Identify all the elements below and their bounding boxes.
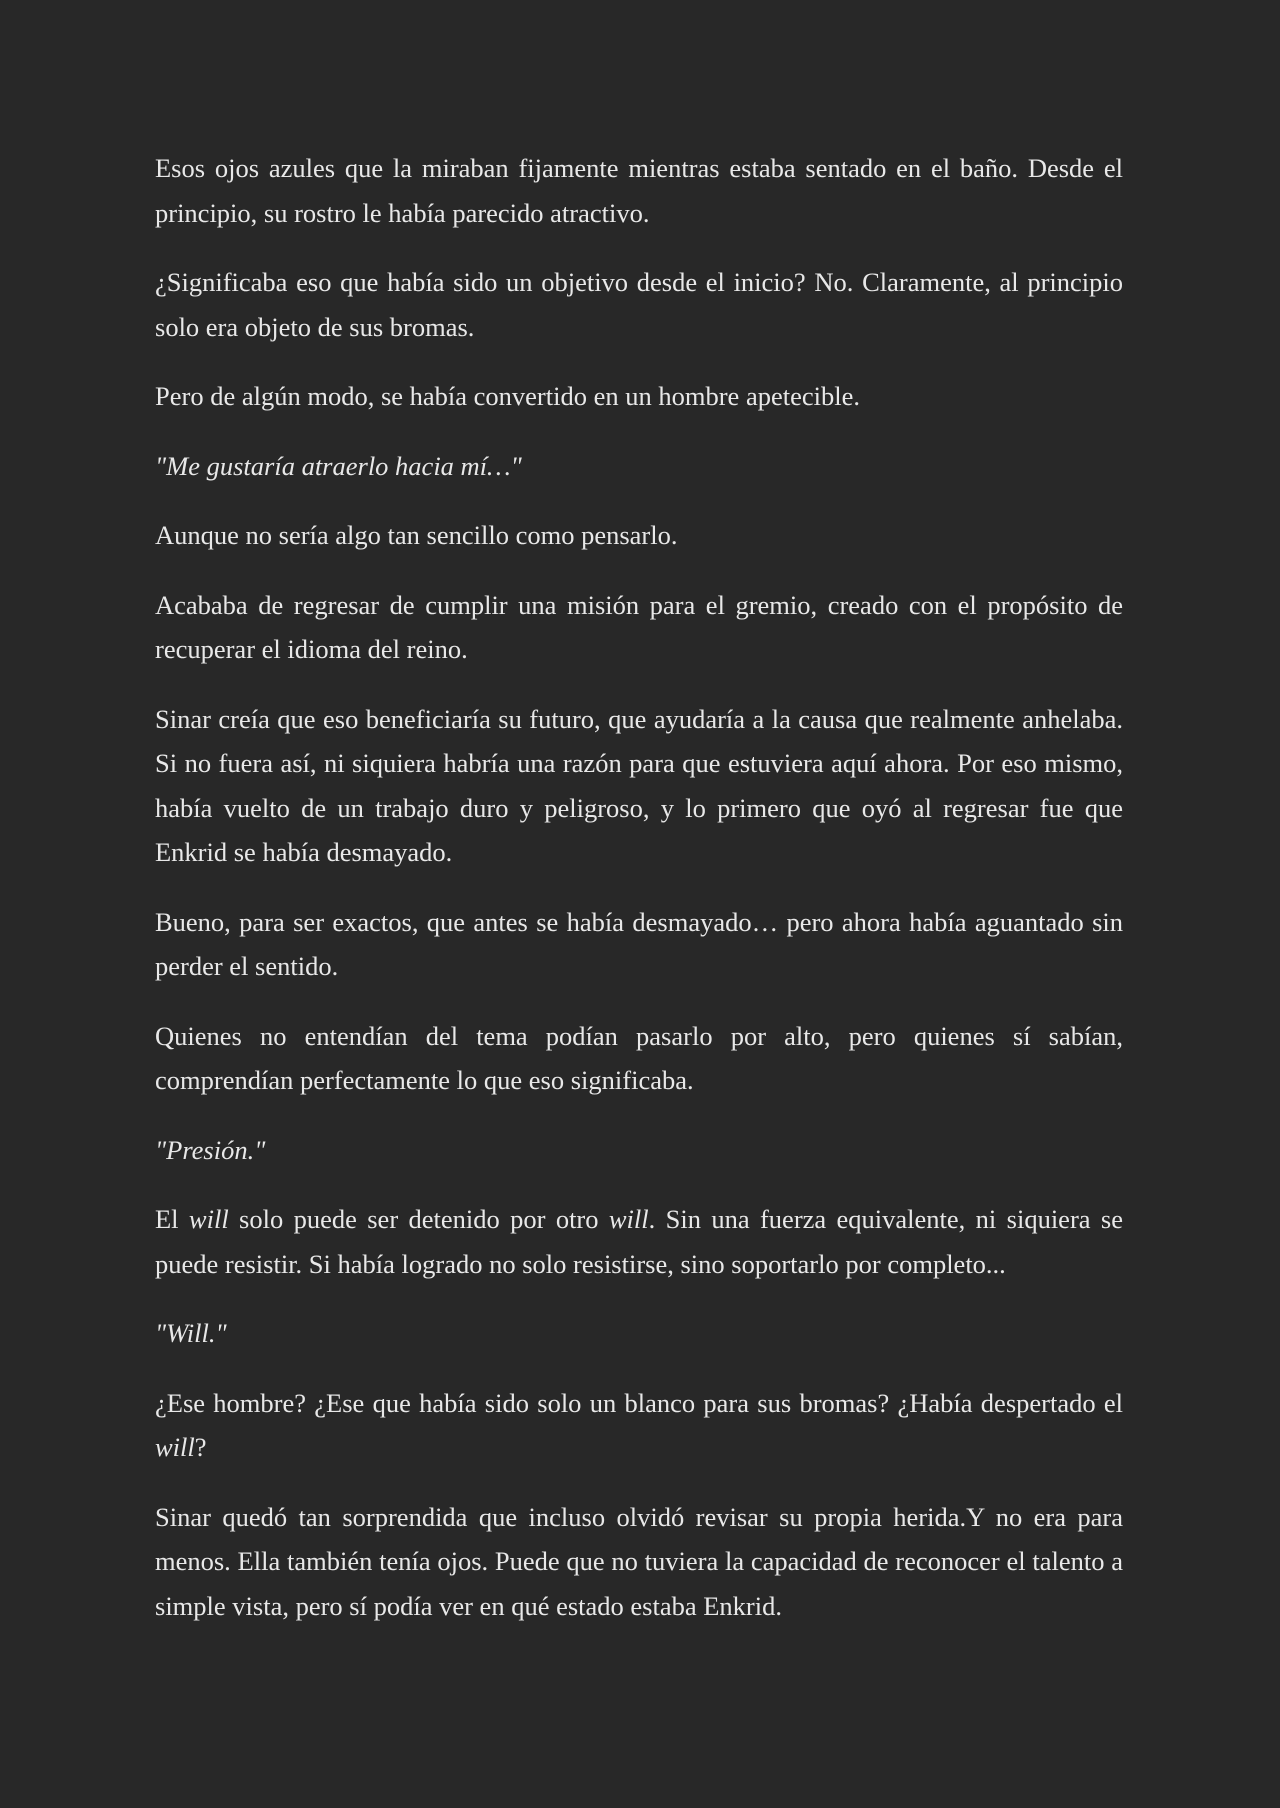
- thought-line-3: "Will.": [155, 1318, 227, 1348]
- paragraph-4: Aunque no sería algo tan sencillo como pensarlo.: [155, 520, 678, 550]
- paragraph-2: ¿Significaba eso que había sido un objetivo desde el inicio? No. Claramente, al principio solo era objeto de sus bromas.: [155, 267, 1123, 342]
- paragraph-9: [155, 1197, 1123, 1286]
- italic-term: will: [608, 1204, 649, 1234]
- thought-line-2: "Presión.": [155, 1134, 266, 1165]
- paragraph-6: Sinar creía que eso beneficiaría su futuro, que ayudaría a la causa que realmente anhelaba. Si no fuera así, ni siquiera habría una razón para que estuviera aquí ahora. Por eso mismo, había vuelto de un trabajo duro y peligroso, y lo primero que oyó al regresar fue que Enkrid se había desmayado.: [155, 703, 1123, 867]
- paragraph-10: [155, 1381, 1123, 1470]
- paragraph-3: Pero de algún modo, se había convertido en un hombre apetecible.: [155, 381, 860, 411]
- paragraph-7: Bueno, para ser exactos, que antes se había desmayado… pero ahora había aguantado sin perder el sentido.: [155, 906, 1123, 981]
- paragraph-1: Esos ojos azules que la miraban fijamente mientras estaba sentado en el baño. Desde el principio, su rostro le había parecido atractivo.: [155, 153, 1123, 228]
- paragraph-5: Acababa de regresar de cumplir una misión para el gremio, creado con el propósito de recuperar el idioma del reino.: [155, 589, 1123, 664]
- italic-term: will: [188, 1204, 229, 1234]
- text-run: El: [155, 1204, 189, 1234]
- text-run: ¿Ese hombre? ¿Ese que había sido solo un blanco para sus bromas? ¿Había despertado el: [155, 1387, 1123, 1418]
- text-run: solo puede ser detenido por otro: [228, 1204, 609, 1234]
- text-run: . Sin una fuerza equivalente, ni siquiera se puede resistir. Si había logrado no solo resistirse, sino soportarlo por completo...: [155, 1204, 1123, 1279]
- italic-term: will: [155, 1432, 195, 1462]
- paragraph-8: Quienes no entendían del tema podían pasarlo por alto, pero quienes sí sabían, comprendían perfectamente lo que eso significaba.: [155, 1020, 1123, 1095]
- chapter-text: [155, 146, 1123, 1628]
- thought-line-1: "Me gustaría atraerlo hacia mí…": [155, 450, 522, 481]
- text-run: ?: [194, 1432, 207, 1462]
- paragraph-11: Sinar quedó tan sorprendida que incluso olvidó revisar su propia herida.Y no era para menos. Ella también tenía ojos. Puede que no tuviera la capacidad de reconocer el talento a simple vista, pero sí podía ver en qué estado estaba Enkrid.: [155, 1501, 1123, 1621]
